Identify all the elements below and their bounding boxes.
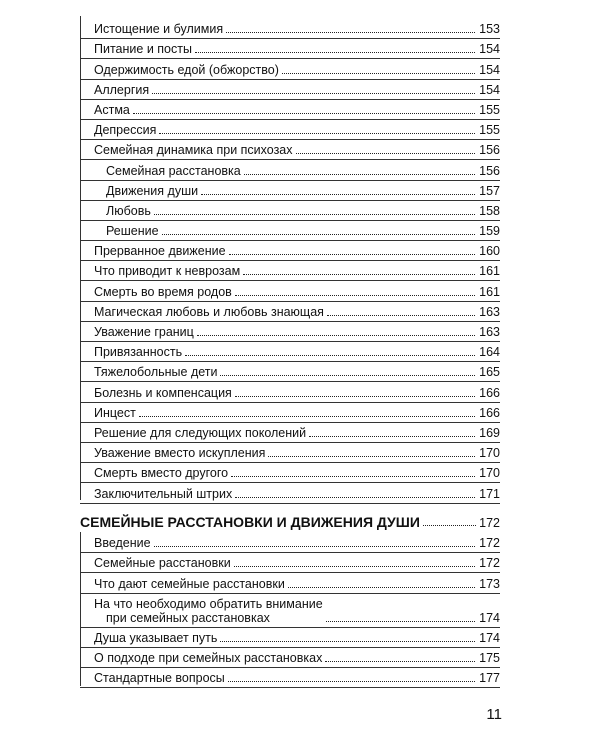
toc-subentry: Движения души 157 <box>80 178 500 198</box>
toc-page-num: 166 <box>479 405 500 420</box>
toc-page-num: 169 <box>479 425 500 440</box>
toc-entry: Инцест 166 <box>80 400 500 420</box>
toc-entry: Семейные расстановки 172 <box>80 550 500 570</box>
toc-entry: Тяжелобольные дети 165 <box>80 359 500 379</box>
toc-entry: Стандартные вопросы 177 <box>80 665 500 685</box>
toc-page-num: 161 <box>479 264 500 279</box>
toc-entry: Прерванное движение 160 <box>80 238 500 258</box>
toc-page-num: 156 <box>479 143 500 158</box>
toc-page-num: 170 <box>479 466 500 481</box>
toc-entry: Питание и посты 154 <box>80 36 500 56</box>
toc-page-num: 165 <box>479 365 500 380</box>
toc-page-num: 163 <box>479 325 500 339</box>
toc-entry: Заключительный штрих 171 <box>80 480 500 500</box>
toc-entry: На что необходимо обратить внимание при семейных расстановках 174 <box>80 591 500 625</box>
toc-page-num: 158 <box>479 203 500 218</box>
toc-entry: О подходе при семейных расстановках 175 <box>80 645 500 665</box>
toc-entry: Решение для следующих поколений 169 <box>80 420 500 440</box>
toc-page-num: 153 <box>479 22 500 37</box>
toc-entry: Смерть во время родов 161 <box>80 278 500 298</box>
section-title: СЕМЕЙНЫЕ РАССТАНОВКИ И ДВИЖЕНИЯ ДУШИ <box>80 514 420 530</box>
toc-entry: Одержимость едой (обжорство) 154 <box>80 56 500 76</box>
toc-entry: Болезнь и компенсация 166 <box>80 379 500 399</box>
toc-entry: Что дают семейные расстановки 173 <box>80 570 500 590</box>
toc-list <box>80 16 500 501</box>
toc-entry: Уважение вместо искупления 170 <box>80 440 500 460</box>
toc-entry: Что приводит к неврозам 161 <box>80 258 500 278</box>
toc-page-num: 156 <box>479 163 500 178</box>
toc-page-num: 172 <box>479 556 500 571</box>
toc-page-num: 171 <box>479 486 500 501</box>
toc-subentry: Семейная расстановка 156 <box>80 157 500 177</box>
toc-page-num: 155 <box>479 123 500 138</box>
toc-page-num: 163 <box>479 304 500 319</box>
toc-entry: Душа указывает путь 174 <box>80 625 500 645</box>
toc-page-num: 173 <box>479 576 500 591</box>
toc-entry: Магическая любовь и любовь знающая 163 <box>80 299 500 319</box>
toc-page-num: 155 <box>479 102 500 117</box>
toc-page-num: 177 <box>479 671 500 686</box>
toc-section-list <box>80 530 500 685</box>
toc-page-num: 154 <box>479 62 500 77</box>
toc-page-num: 154 <box>479 82 500 97</box>
toc-page-num: 164 <box>479 345 500 360</box>
toc-page-num: 161 <box>479 284 500 299</box>
toc-page-num: 174 <box>479 630 500 645</box>
toc-page-num: 166 <box>479 385 500 400</box>
toc-subentry: Решение 159 <box>80 218 500 238</box>
toc-entry: Аллергия 154 <box>80 77 500 97</box>
toc-page-num: 157 <box>479 183 500 198</box>
section-page-num: 172 <box>479 516 500 530</box>
toc-entry: Астма 155 <box>80 97 500 117</box>
toc-page-num: 174 <box>479 610 500 625</box>
toc-subentry: Любовь 158 <box>80 198 500 218</box>
toc-entry: Смерть вместо другого 170 <box>80 460 500 480</box>
toc-page-num: 154 <box>479 42 500 57</box>
toc-page-num: 172 <box>479 536 500 551</box>
toc-page-num: 160 <box>479 244 500 259</box>
toc-page-num: 159 <box>479 224 500 239</box>
toc-page-num: 175 <box>479 650 500 665</box>
toc-entry: Уважение границ 163 <box>80 319 500 339</box>
toc-section-heading <box>80 508 500 530</box>
toc-entry: Истощение и булимия 153 <box>80 16 500 36</box>
page-number: 11 <box>486 706 502 723</box>
toc-entry: Семейная динамика при психозах 156 <box>80 137 500 157</box>
toc-entry: Депрессия 155 <box>80 117 500 137</box>
toc-entry: Привязанность 164 <box>80 339 500 359</box>
toc-page-num: 170 <box>479 446 500 461</box>
toc-entry: Введение 172 <box>80 530 500 550</box>
